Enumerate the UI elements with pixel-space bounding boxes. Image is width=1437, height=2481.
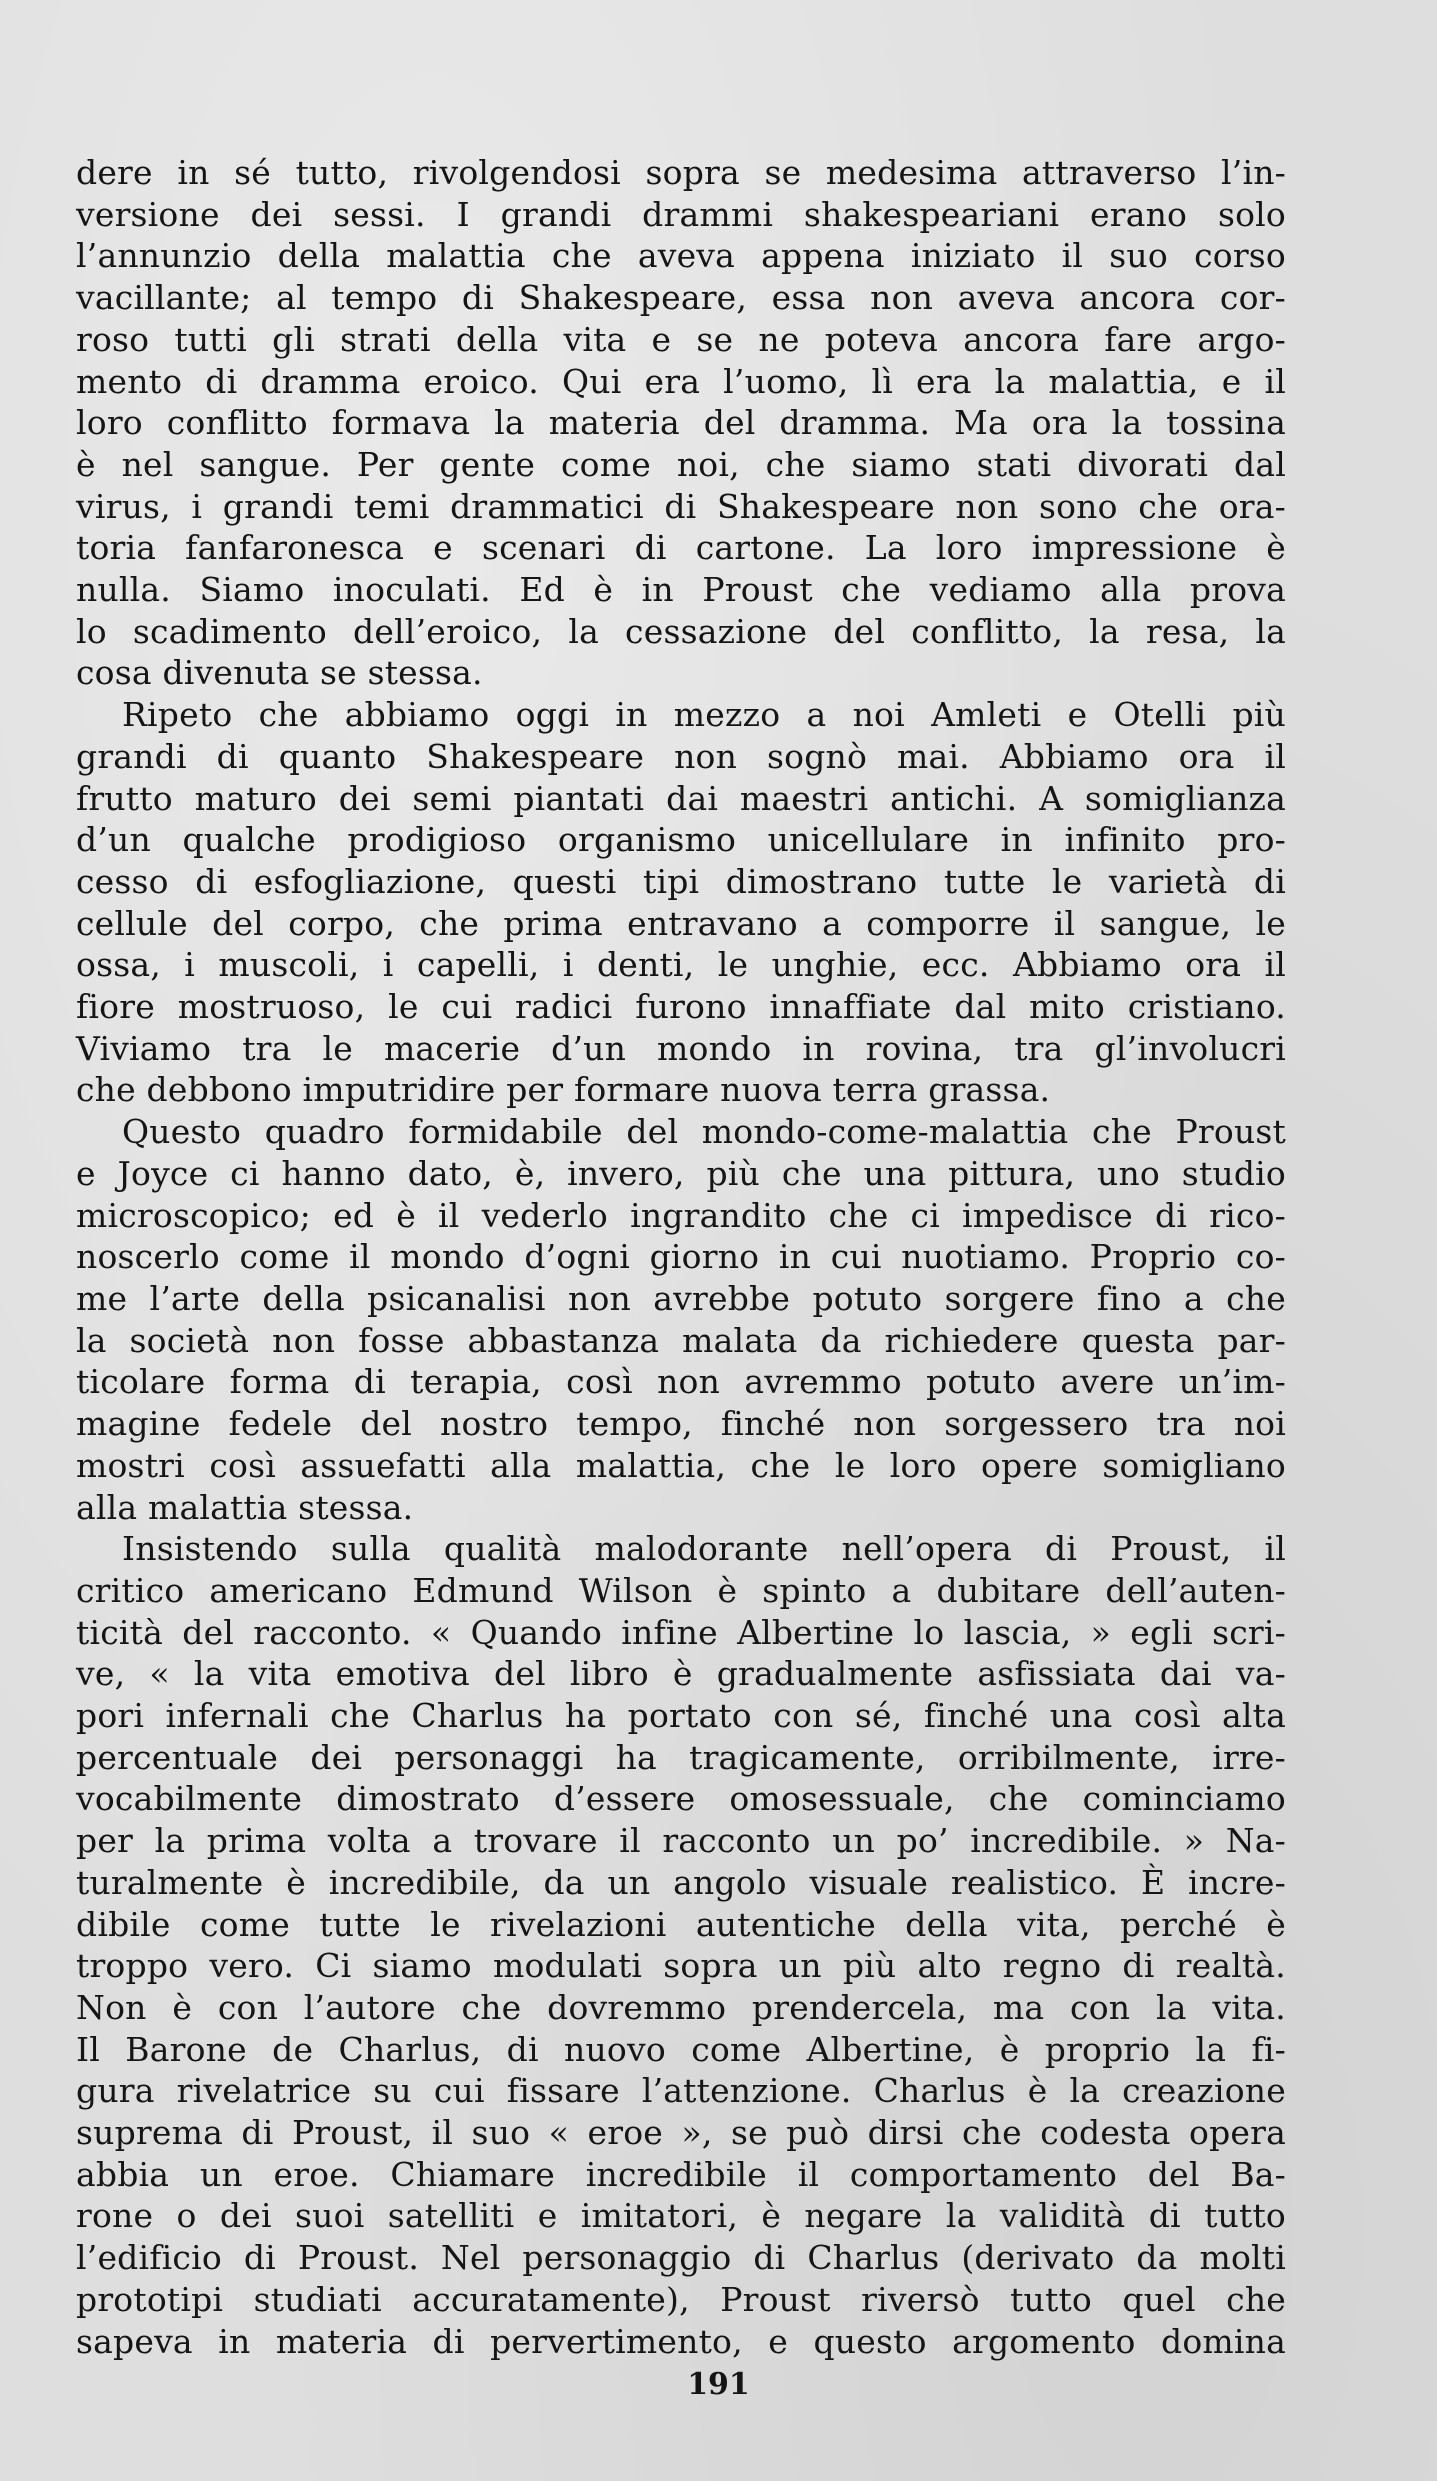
text-line: toria fanfaronesca e scenari di cartone. La loro impressione è bbox=[76, 528, 1286, 568]
text-line: l’edificio di Proust. Nel personaggio di Charlus (derivato da molti bbox=[76, 2238, 1286, 2278]
text-line: per la prima volta a trovare il racconto un po’ incredibile. » Na- bbox=[76, 1821, 1286, 1861]
text-line: Viviamo tra le macerie d’un mondo in rovina, tra gl’involucri bbox=[76, 1028, 1286, 1068]
text-line: loro conflitto formava la materia del dramma. Ma ora la tossina bbox=[76, 403, 1286, 443]
text-line: ticità del racconto. « Quando infine Albertine lo lascia, » egli scri- bbox=[76, 1612, 1286, 1652]
text-line: vocabilmente dimostrato d’essere omosessuale, che cominciamo bbox=[76, 1779, 1286, 1819]
text-line: grandi di quanto Shakespeare non sognò mai. Abbiamo ora il bbox=[76, 736, 1286, 776]
text-line: cellule del corpo, che prima entravano a comporre il sangue, le bbox=[76, 903, 1286, 943]
text-line: noscerlo come il mondo d’ogni giorno in cui nuotiamo. Proprio co- bbox=[76, 1237, 1286, 1277]
text-line: è nel sangue. Per gente come noi, che siamo stati divorati dal bbox=[76, 444, 1286, 484]
text-line: mento di dramma eroico. Qui era l’uomo, lì era la malattia, e il bbox=[76, 361, 1286, 401]
text-line: alla malattia stessa. bbox=[76, 1487, 414, 1527]
text-line: versione dei sessi. I grandi drammi shakespeariani erano solo bbox=[76, 194, 1286, 234]
text-line: virus, i grandi temi drammatici di Shakespeare non sono che ora- bbox=[76, 486, 1286, 526]
text-line: Non è con l’autore che dovremmo prendercela, ma con la vita. bbox=[76, 1987, 1286, 2027]
text-line: troppo vero. Ci siamo modulati sopra un più alto regno di realtà. bbox=[76, 1946, 1286, 1986]
text-line: lo scadimento dell’eroico, la cessazione del conflitto, la resa, la bbox=[76, 611, 1286, 651]
text-line: ticolare forma di terapia, così non avremmo potuto avere un’im- bbox=[76, 1362, 1286, 1402]
text-line: critico americano Edmund Wilson è spinto a dubitare dell’auten- bbox=[76, 1570, 1286, 1610]
text-line: microscopico; ed è il vederlo ingrandito che ci impedisce di rico- bbox=[76, 1195, 1286, 1235]
text-line: mostri così assuefatti alla malattia, che le loro opere somigliano bbox=[76, 1445, 1286, 1485]
text-line: ossa, i muscoli, i capelli, i denti, le unghie, ecc. Abbiamo ora il bbox=[76, 945, 1286, 985]
text-line: frutto maturo dei semi piantati dai maestri antichi. A somiglianza bbox=[76, 778, 1286, 818]
text-line: me l’arte della psicanalisi non avrebbe potuto sorgere fino a che bbox=[76, 1278, 1286, 1318]
text-line: Questo quadro formidabile del mondo-come-malattia che Proust bbox=[122, 1112, 1286, 1152]
text-line: nulla. Siamo inoculati. Ed è in Proust che vediamo alla prova bbox=[76, 570, 1286, 610]
text-line: Insistendo sulla qualità malodorante nell’opera di Proust, il bbox=[122, 1529, 1286, 1569]
body-text bbox=[76, 152, 1286, 2362]
text-line: prototipi studiati accuratamente), Proust riversò tutto quel che bbox=[76, 2279, 1286, 2319]
text-line: dere in sé tutto, rivolgendosi sopra se medesima attraverso l’in- bbox=[76, 153, 1286, 192]
page-number: 191 bbox=[687, 2367, 750, 2402]
text-line: suprema di Proust, il suo « eroe », se può dirsi che codesta opera bbox=[76, 2113, 1286, 2153]
text-line: Il Barone de Charlus, di nuovo come Albertine, è proprio la fi- bbox=[76, 2029, 1286, 2069]
text-line: che debbono imputridire per formare nuova terra grassa. bbox=[76, 1070, 1051, 1110]
text-line: percentuale dei personaggi ha tragicamente, orribilmente, irre- bbox=[76, 1737, 1286, 1777]
text-line: magine fedele del nostro tempo, finché non sorgessero tra noi bbox=[76, 1404, 1286, 1444]
text-line: abbia un eroe. Chiamare incredibile il comportamento del Ba- bbox=[76, 2154, 1286, 2194]
text-line: l’annunzio della malattia che aveva appena iniziato il suo corso bbox=[76, 236, 1286, 276]
text-line: sapeva in materia di pervertimento, e questo argomento domina bbox=[76, 2321, 1286, 2361]
text-line: cosa divenuta se stessa. bbox=[76, 653, 483, 693]
text-line: turalmente è incredibile, da un angolo visuale realistico. È incre- bbox=[76, 1862, 1286, 1902]
text-line: fiore mostruoso, le cui radici furono innaffiate dal mito cristiano. bbox=[76, 987, 1286, 1027]
text-line: Ripeto che abbiamo oggi in mezzo a noi Amleti e Otelli più bbox=[122, 695, 1286, 735]
text-line: e Joyce ci hanno dato, è, invero, più che una pittura, uno studio bbox=[76, 1153, 1286, 1193]
text-line: vacillante; al tempo di Shakespeare, essa non aveva ancora cor- bbox=[76, 278, 1286, 318]
text-line: rone o dei suoi satelliti e imitatori, è negare la validità di tutto bbox=[76, 2196, 1286, 2236]
text-line: roso tutti gli strati della vita e se ne poteva ancora fare argo- bbox=[76, 319, 1286, 359]
text-line: d’un qualche prodigioso organismo unicellulare in infinito pro- bbox=[76, 820, 1286, 860]
text-line: dibile come tutte le rivelazioni autentiche della vita, perché è bbox=[76, 1904, 1286, 1944]
text-line: la società non fosse abbastanza malata da richiedere questa par- bbox=[76, 1320, 1286, 1360]
text-line: ve, « la vita emotiva del libro è gradualmente asfissiata dai va- bbox=[76, 1654, 1286, 1694]
text-line: gura rivelatrice su cui fissare l’attenzione. Charlus è la creazione bbox=[76, 2071, 1286, 2111]
text-line: cesso di esfogliazione, questi tipi dimostrano tutte le varietà di bbox=[76, 861, 1286, 901]
text-line: pori infernali che Charlus ha portato con sé, finché una così alta bbox=[76, 1696, 1286, 1736]
